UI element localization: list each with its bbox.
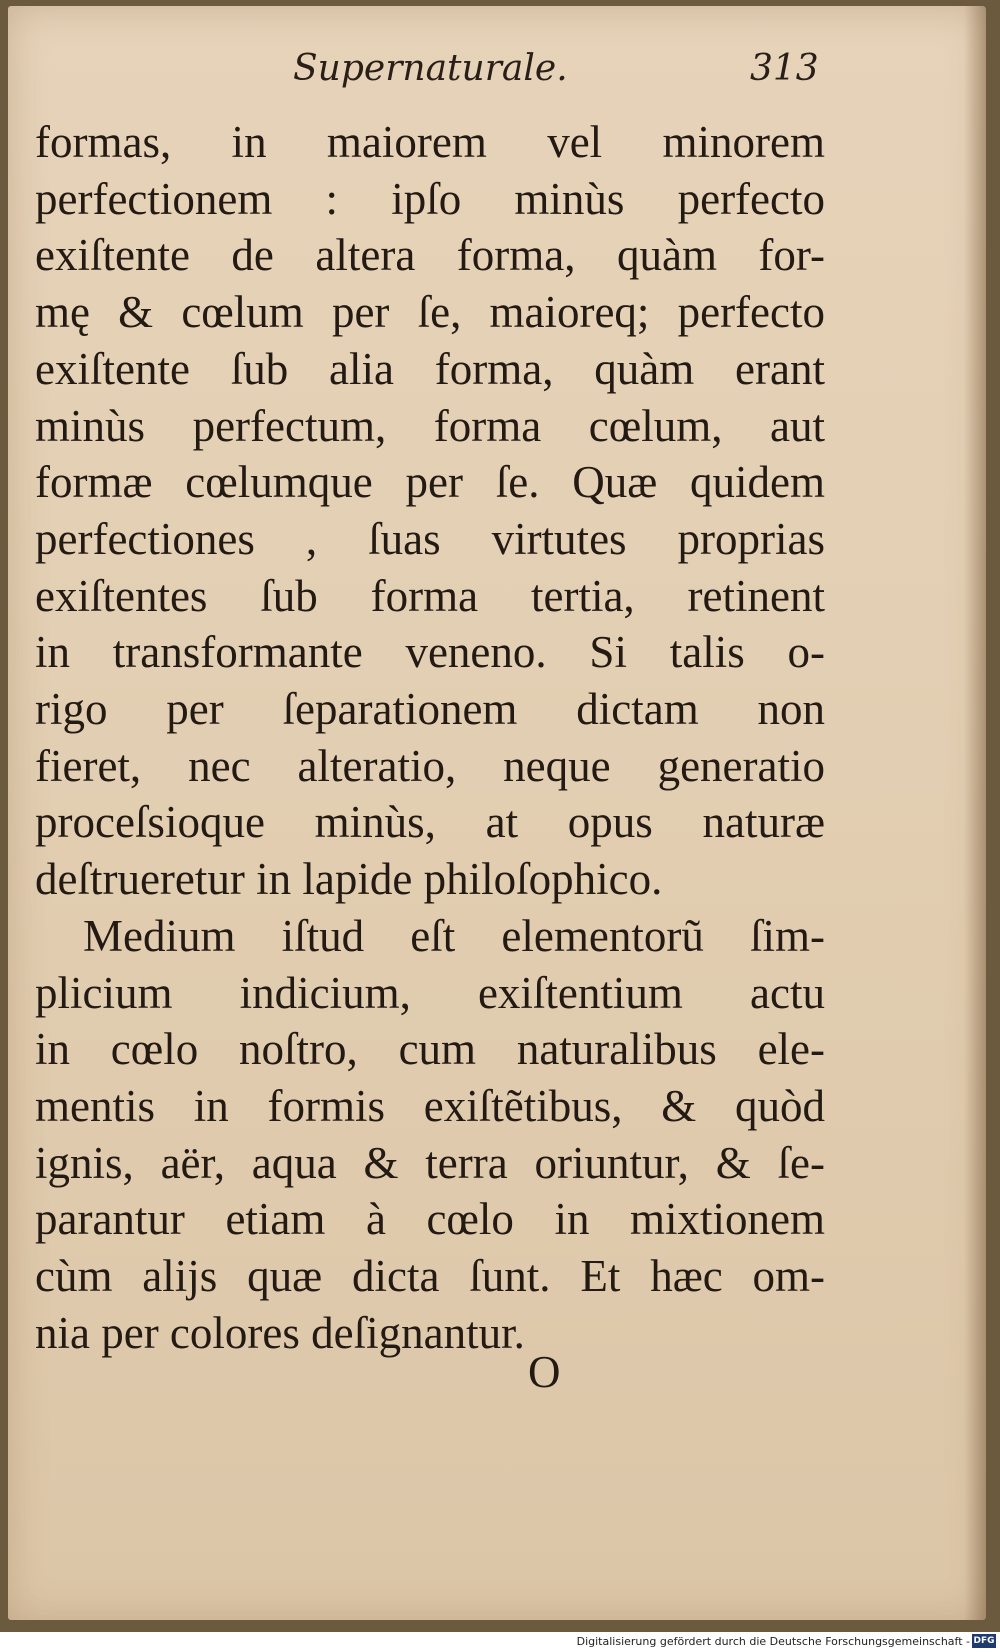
body-text <box>35 114 825 1361</box>
text-line: minùs perfectum, forma cœlum, aut <box>35 400 825 451</box>
digitization-footer <box>0 1632 1000 1652</box>
text-line: ignis, aër, aqua & terra oriuntur, & ſe- <box>35 1137 825 1188</box>
catchword: O <box>528 1347 561 1397</box>
page-edge-shadow <box>964 6 986 1620</box>
dfg-logo-icon: DFG <box>973 1636 995 1646</box>
text-line: deſtrueretur in lapide philoſophico. <box>35 854 663 905</box>
text-line: perfectionem : ipſo minùs perfecto <box>35 173 825 224</box>
text-line: in transformante veneno. Si talis o- <box>35 627 825 678</box>
text-line: in cœlo noſtro, cum naturalibus ele- <box>35 1024 825 1075</box>
text-line: exiſtente ſub alia forma, quàm erant <box>35 343 825 394</box>
text-line: parantur etiam à cœlo in mixtionem <box>35 1194 825 1245</box>
text-line: formæ cœlumque per ſe. Quæ quidem <box>35 457 825 508</box>
text-line-paragraph-start: Medium iſtud eſt elementorũ ſim- <box>83 910 825 961</box>
text-line: cùm alijs quæ dicta ſunt. Et hæc om- <box>35 1251 825 1302</box>
funding-credit: Digitalisierung gefördert durch die Deutsche Forschungsgemeinschaft - <box>576 1635 970 1648</box>
text-line: formas, in maiorem vel minorem <box>35 117 825 167</box>
book-page <box>8 6 986 1620</box>
text-line: nia per colores deſignantur. <box>35 1307 525 1358</box>
text-line: plicium indicium, exiſtentium actu <box>35 967 825 1018</box>
text-line: fieret, nec alteratio, neque generatio <box>35 740 825 791</box>
page-number: 313 <box>750 48 819 89</box>
text-line: perfectiones , ſuas virtutes proprias <box>35 513 825 564</box>
text-line: exiſtentes ſub forma tertia, retinent <box>35 570 825 621</box>
text-line: rigo per ſeparationem dictam non <box>35 684 825 735</box>
text-line: proceſsioque minùs, at opus naturæ <box>35 797 825 848</box>
text-line: exiſtente de altera forma, quàm for- <box>35 230 825 281</box>
text-line: mentis in formis exiſtẽtibus, & quòd <box>35 1080 825 1131</box>
running-head: Supernaturale. <box>293 48 568 89</box>
text-line: mę & cœlum per ſe, maioreq; perfecto <box>35 287 825 338</box>
